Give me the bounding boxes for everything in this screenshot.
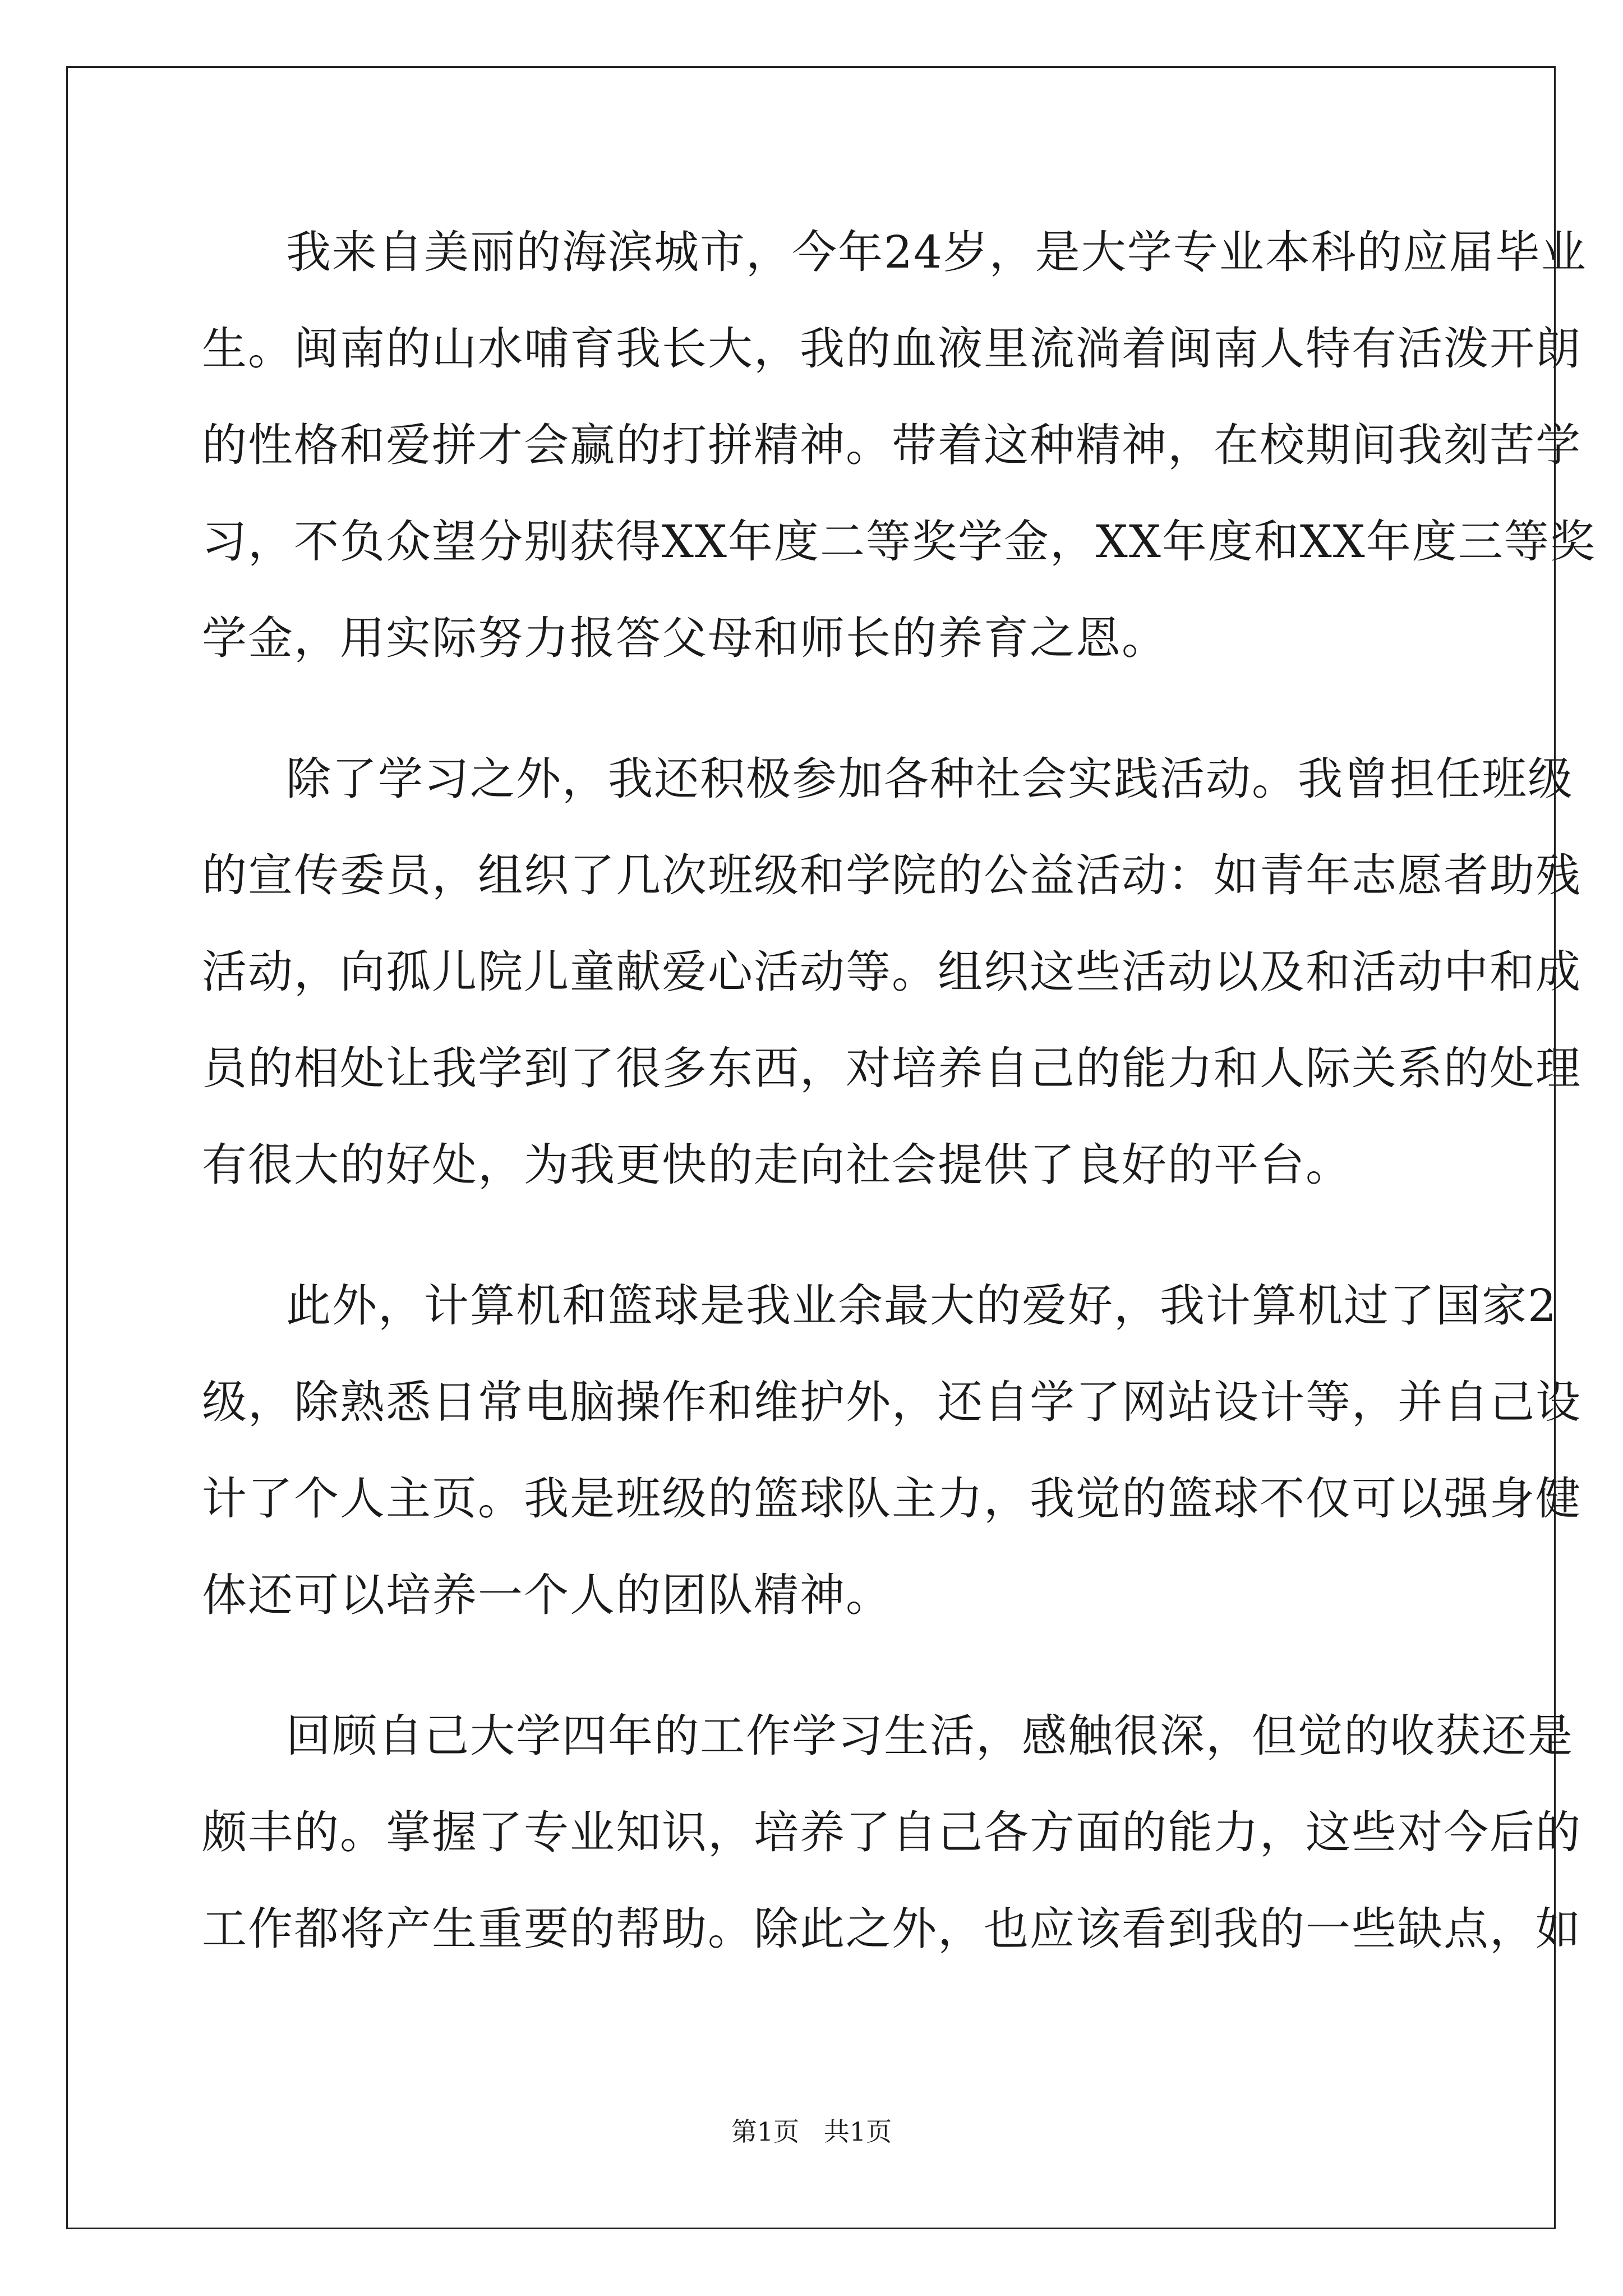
text-line: 除了学习之外，我还积极参加各种社会实践活动。我曾担任班级 — [286, 753, 1574, 805]
text-line: 习，不负众望分别获得XX年度二等奖学金，XX年度和XX年度三等奖 — [202, 516, 1596, 568]
text-line: 员的相处让我学到了很多东西，对培养自己的能力和人际关系的处理 — [202, 1042, 1581, 1094]
text-line: 工作都将产生重要的帮助。除此之外，也应该看到我的一些缺点，如 — [202, 1903, 1581, 1955]
text-line: 颇丰的。掌握了专业知识，培养了自己各方面的能力，这些对今后的 — [202, 1806, 1581, 1858]
text-line: 此外，计算机和篮球是我业余最大的爱好，我计算机过了国家2 — [286, 1280, 1557, 1332]
page-number-footer: 第1页 共1页 — [731, 2116, 892, 2147]
text-line: 的性格和爱拼才会赢的打拼精神。带着这种精神，在校期间我刻苦学 — [202, 419, 1581, 471]
text-line: 计了个人主页。我是班级的篮球队主力，我觉的篮球不仅可以强身健 — [202, 1473, 1581, 1525]
text-line: 有很大的好处，为我更快的走向社会提供了良好的平台。 — [202, 1139, 1352, 1191]
text-line: 体还可以培养一个人的团队精神。 — [202, 1569, 892, 1621]
text-line: 回顾自己大学四年的工作学习生活，感触很深，但觉的收获还是 — [286, 1710, 1574, 1762]
text-line: 我来自美丽的海滨城市，今年24岁，是大学专业本科的应届毕业 — [286, 226, 1587, 278]
text-line: 学金，用实际努力报答父母和师长的养育之恩。 — [202, 612, 1168, 664]
text-line: 的宣传委员，组织了几次班级和学院的公益活动：如青年志愿者助残 — [202, 849, 1581, 901]
text-line: 级，除熟悉日常电脑操作和维护外，还自学了网站设计等，并自己设 — [202, 1376, 1581, 1428]
text-line: 活动，向孤儿院儿童献爱心活动等。组织这些活动以及和活动中和成 — [202, 946, 1581, 998]
text-line: 生。闽南的山水哺育我长大，我的血液里流淌着闽南人特有活泼开朗 — [202, 323, 1581, 375]
